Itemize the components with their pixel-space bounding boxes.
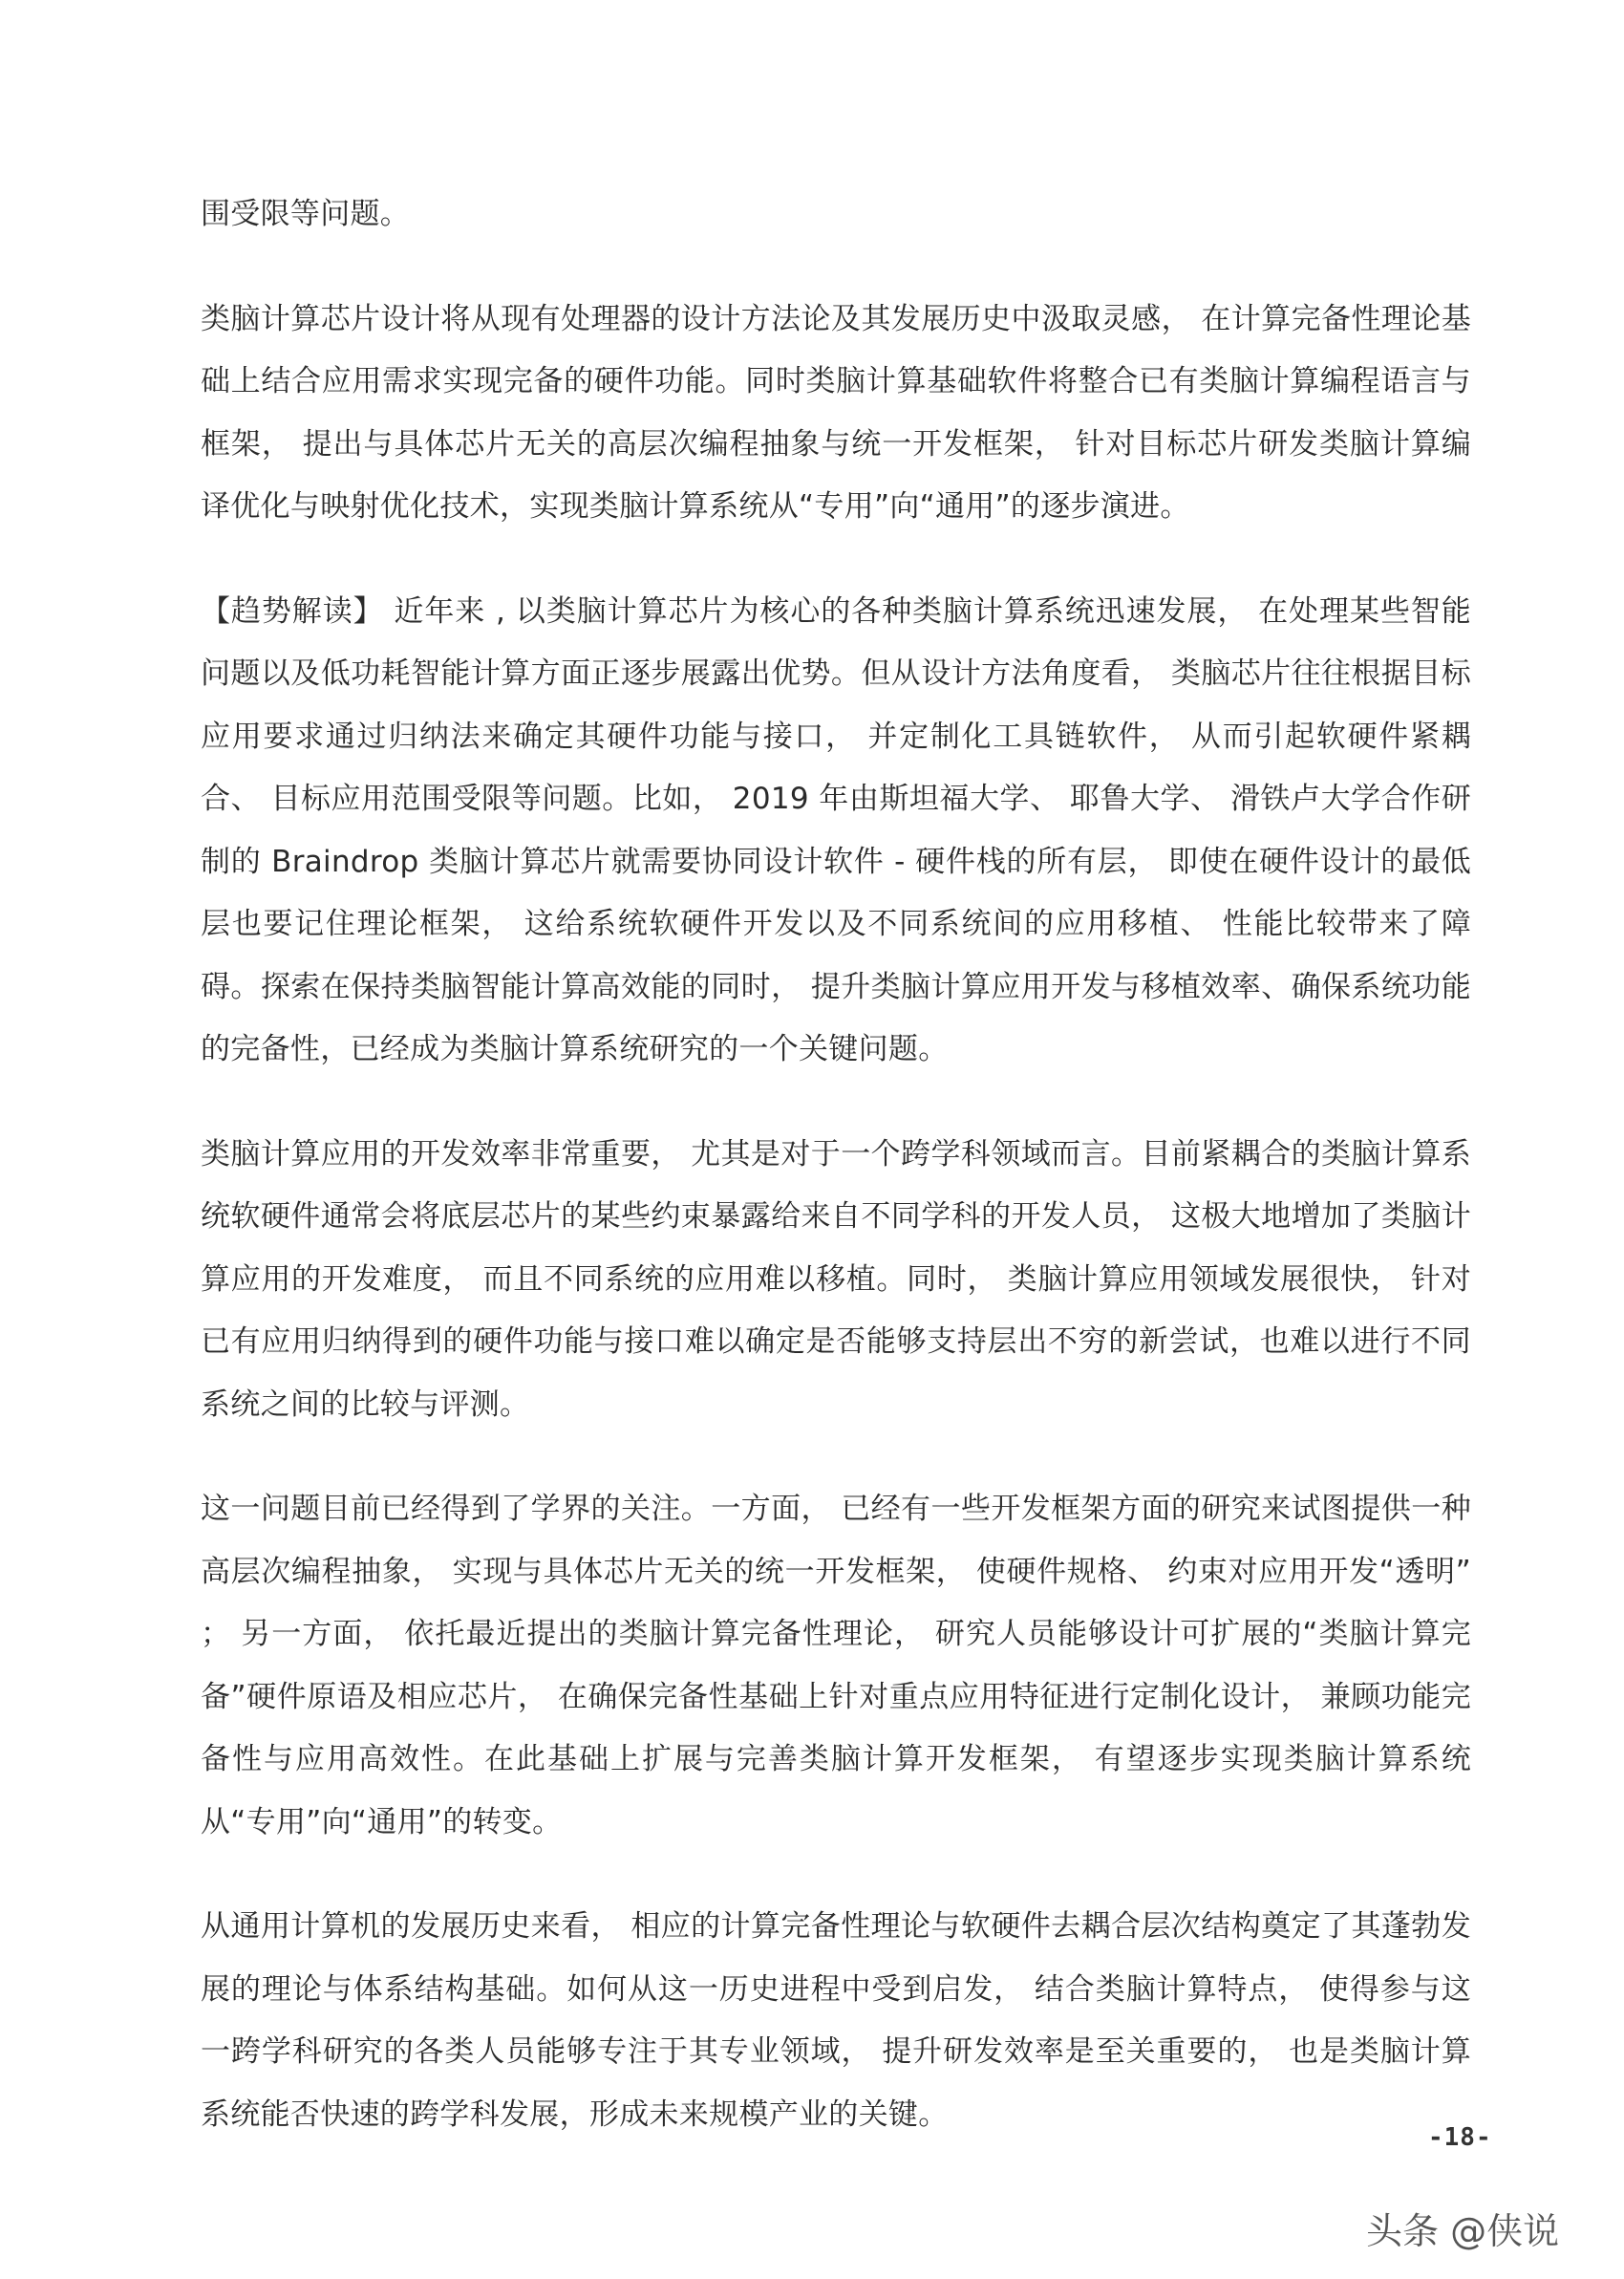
page-number: -18- [1428, 2123, 1492, 2152]
paragraph: 从通用计算机的发展历史来看， 相应的计算完备性理论与软硬件去耦合层次结构奠定了其蓬勃发展的理论与体系结构基础。如何从这一历史进程中受到启发， 结合类脑计算特点， 使得参与这一跨学科研究的各类人员能够专注于其专业领域， 提升研发效率是至关重要的， 也是类脑计算系统能否快速的跨学科发展，形成未来规模产业的关键。 [201, 1909, 1471, 2132]
document-body [201, 183, 1471, 2188]
paragraph: 这一问题目前已经得到了学界的关注。一方面， 已经有一些开发框架方面的研究来试图提供一种高层次编程抽象， 实现与具体芯片无关的统一开发框架， 使硬件规格、 约束对应用开发“透明” ； 另一方面， 依托最近提出的类脑计算完备性理论， 研究人员能够设计可扩展的“类脑计算完备”硬件原语及相应芯片， 在确保完备性基础上针对重点应用特征进行定制化设计， 兼顾功能完备性与应用高效性。在此基础上扩展与完善类脑计算开发框架， 有望逐步实现类脑计算系统从“专用”向“通用”的转变。 [201, 1492, 1471, 1839]
paragraph: 类脑计算应用的开发效率非常重要， 尤其是对于一个跨学科领域而言。目前紧耦合的类脑计算系统软硬件通常会将底层芯片的某些约束暴露给来自不同学科的开发人员， 这极大地增加了类脑计算应用的开发难度， 而且不同系统的应用难以移植。同时， 类脑计算应用领域发展很快， 针对已有应用归纳得到的硬件功能与接口难以确定是否能够支持层出不穷的新尝试，也难以进行不同系统之间的比较与评测。 [201, 1136, 1471, 1422]
watermark: 头条 @侠说 [1366, 2210, 1560, 2252]
paragraph: 类脑计算芯片设计将从现有处理器的设计方法论及其发展历史中汲取灵感， 在计算完备性理论基础上结合应用需求实现完备的硬件功能。同时类脑计算基础软件将整合已有类脑计算编程语言与框架， 提出与具体芯片无关的高层次编程抽象与统一开发框架， 针对目标芯片研发类脑计算编译优化与映射优化技术，实现类脑计算系统从“专用”向“通用”的逐步演进。 [201, 301, 1471, 524]
paragraph: 【趋势解读】 近年来 , 以类脑计算芯片为核心的各种类脑计算系统迅速发展， 在处理某些智能问题以及低功耗智能计算方面正逐步展露出优势。但从设计方法角度看， 类脑芯片往往根据目标应用要求通过归纳法来确定其硬件功能与接口， 并定制化工具链软件， 从而引起软硬件紧耦合、 目标应用范围受限等问题。比如， 2019 年由斯坦福大学、 耶鲁大学、 滑铁卢大学合作研制的 Braindrop 类脑计算芯片就需要协同设计软件 - 硬件栈的所有层， 即使在硬件设计的最低层也要记住理论框架， 这给系统软硬件开发以及不同系统间的应用移植、 性能比较带来了障碍。探索在保持类脑智能计算高效能的同时， 提升类脑计算应用开发与移植效率、确保系统功能的完备性，已经成为类脑计算系统研究的一个关键问题。 [201, 593, 1471, 1066]
paragraph: 围受限等问题。 [201, 197, 411, 231]
